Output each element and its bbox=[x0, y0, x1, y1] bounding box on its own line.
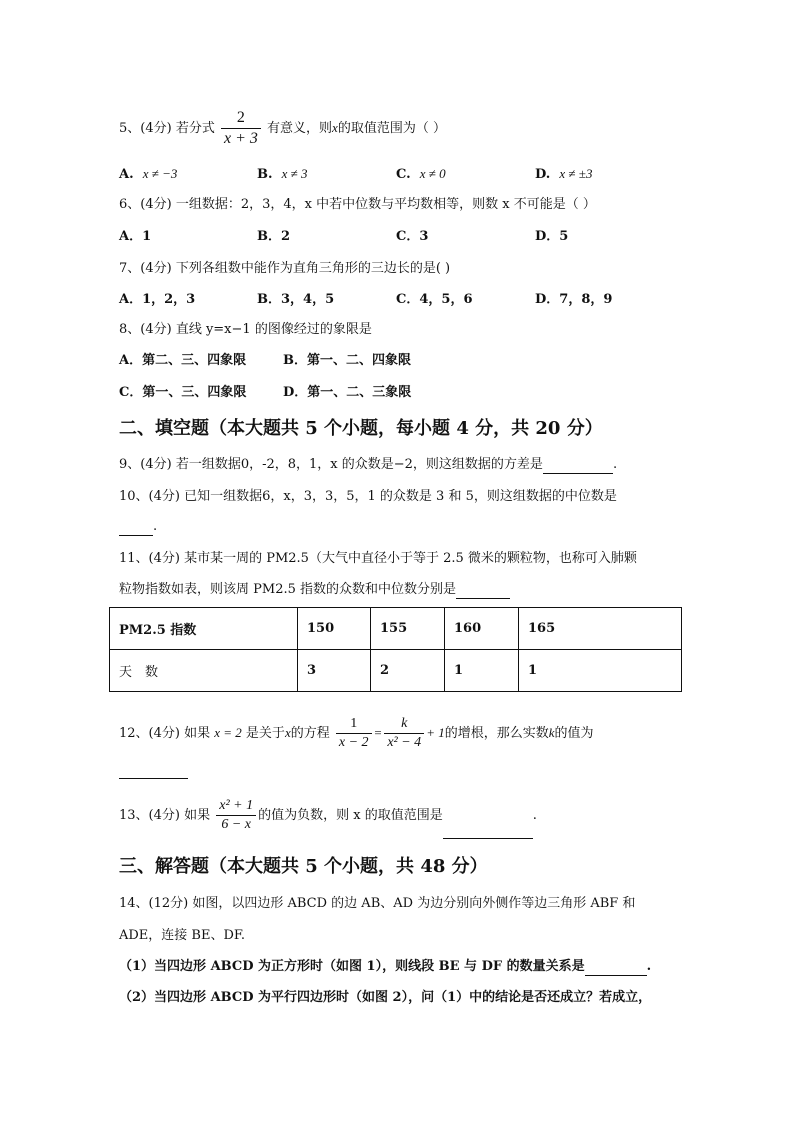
q6-option-c[interactable]: C．3 bbox=[396, 229, 429, 244]
q7-option-b[interactable]: B．3，4，5 bbox=[257, 292, 335, 307]
table-header-cell: 160 bbox=[445, 608, 519, 650]
answer-blank-q9[interactable] bbox=[543, 457, 613, 474]
table-cell: 2 bbox=[371, 650, 445, 692]
question-5: 5、(4分) 若分式 $\frac{2}{x + 3}$ 有意义，则x的取值范围为（ ） bbox=[119, 109, 446, 147]
table-cell: 3 bbox=[298, 650, 371, 692]
question-11-line1: 11、(4分) 某市某一周的 PM2.5（大气中直径小于等于 2.5 微米的颗粒物，也称可入肺颗 bbox=[119, 551, 637, 566]
q7-option-a[interactable]: A．1，2，3 bbox=[119, 292, 196, 307]
answer-blank-q12[interactable] bbox=[119, 762, 188, 779]
section-heading-fill-in: 二、填空题（本大题共 5 个小题，每小题 4 分，共 20 分） bbox=[119, 418, 603, 439]
q5-option-a[interactable]: A. x ≠ −3 bbox=[119, 166, 178, 182]
fraction-q13: $\frac{\text{x² + 1}}{6 - x}$ bbox=[216, 797, 256, 834]
q8-option-b[interactable]: B．第一、二、四象限 bbox=[283, 353, 411, 368]
question-9: 9、(4分) 若一组数据0，-2，8，1，x 的众数是−2，则这组数据的方差是 . bbox=[119, 457, 618, 472]
question-11-line2: 粒物指数如表，则该周 PM2.5 指数的众数和中位数分别是 bbox=[119, 582, 510, 599]
table-header-cell: 155 bbox=[371, 608, 445, 650]
q6-option-a[interactable]: A．1 bbox=[119, 229, 152, 244]
table-header-cell: 150 bbox=[298, 608, 371, 650]
question-12-answer bbox=[119, 762, 188, 779]
question-8: 8、(4分) 直线 y=x−1 的图像经过的象限是 bbox=[119, 322, 372, 337]
q6-option-b[interactable]: B．2 bbox=[257, 229, 291, 244]
question-14-line2: ADE，连接 BE、DF. bbox=[119, 928, 246, 943]
q6-option-d[interactable]: D．5 bbox=[535, 229, 569, 244]
table-row bbox=[110, 650, 682, 692]
q8-option-d[interactable]: D．第一、二、三象限 bbox=[283, 385, 412, 400]
fraction-q12-rhs: $\frac{k}{\text{x² − 4}}$ bbox=[384, 715, 424, 752]
q5-option-c[interactable]: C. x ≠ 0 bbox=[396, 166, 446, 182]
answer-blank-q11[interactable] bbox=[456, 582, 510, 599]
question-14-line1: 14、(12分) 如图，以四边形 ABCD 的边 AB、AD 为边分别向外侧作等边三角形 ABF 和 bbox=[119, 896, 636, 911]
table-row bbox=[110, 608, 682, 650]
table-cell: 1 bbox=[445, 650, 519, 692]
answer-blank-q14[interactable] bbox=[585, 959, 647, 976]
question-6: 6、(4分) 一组数据：2，3，4，x 中若中位数与平均数相等，则数 x 不可能是（ ） bbox=[119, 197, 596, 212]
answer-blank-q10[interactable] bbox=[119, 519, 153, 536]
q5-option-d[interactable]: D. x ≠ ±3 bbox=[535, 166, 593, 182]
q8-option-a[interactable]: A．第二、三、四象限 bbox=[119, 353, 247, 368]
section-heading-solutions: 三、解答题（本大题共 5 个小题，共 48 分） bbox=[119, 856, 488, 877]
q7-option-c[interactable]: C．4，5，6 bbox=[396, 292, 473, 307]
table-header-cell: PM2.5 指数 bbox=[110, 608, 298, 650]
fraction-q12-lhs: $\frac{1}{x - 2}$ bbox=[336, 715, 372, 752]
question-7: 7、(4分) 下列各组数中能作为直角三角形的三边长的是( ) bbox=[119, 261, 451, 276]
question-10: 10、(4分) 已知一组数据6，x，3，3，5，1 的众数是 3 和 5，则这组数据的中位数是 bbox=[119, 489, 617, 504]
q8-option-c[interactable]: C．第一、三、四象限 bbox=[119, 385, 247, 400]
question-13: 13、(4分) 如果 $\frac{\text{x² + 1}}{6 - x}$ 的值为负数，则 x 的取值范围是 . bbox=[119, 794, 537, 839]
question-12: 12、(4分) 如果 x = 2 是关于x的方程 $\frac{1}{x - 2}$ = $\frac{k}{\text{x² − 4}}$ + 1的增根，那么实数k的值为 bbox=[119, 716, 594, 750]
table-cell: 1 bbox=[519, 650, 682, 692]
question-14-part1: （1）当四边形 ABCD 为正方形时（如图 1），则线段 BE 与 DF 的数量关系是 . bbox=[119, 959, 652, 974]
table-header-cell: 165 bbox=[519, 608, 682, 650]
table-cell: 天 数 bbox=[110, 650, 298, 692]
fraction-q5: $\frac{2}{x + 3}$ bbox=[221, 108, 261, 149]
answer-blank-q13[interactable] bbox=[443, 794, 533, 839]
question-10-answer: . bbox=[119, 519, 157, 536]
q7-option-d[interactable]: D．7，8，9 bbox=[535, 292, 613, 307]
q5-option-b[interactable]: B. x ≠ 3 bbox=[257, 166, 308, 182]
question-14-part2: （2）当四边形 ABCD 为平行四边形时（如图 2），问（1）中的结论是否还成立？若成立， bbox=[119, 990, 652, 1005]
pm25-table bbox=[109, 607, 682, 692]
